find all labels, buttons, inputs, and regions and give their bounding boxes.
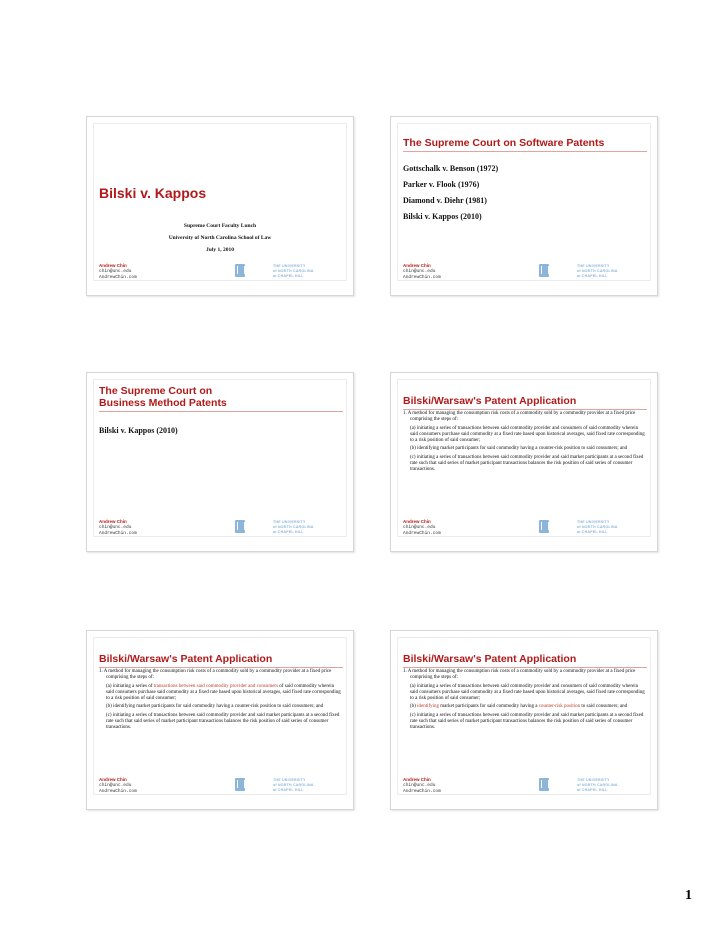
university-name: THE UNIVERSITY of NORTH CAROLINA at CHAPEL HILL [273,264,314,278]
slide-footer [403,263,647,285]
author-site: AndrewChin.com [99,531,137,536]
author-site: AndrewChin.com [403,275,441,280]
case-item: Bilski v. Kappos (2010) [99,426,178,435]
highlight-text: transactions between said commodity provider and consumers [153,683,279,689]
claim-intro: 1. A method for managing the consumption risk costs of a commodity sold by a commodity provider at a fixed price comprising the steps of: [403,669,636,681]
highlight-text: counter-risk position [538,704,581,710]
author-email: chin@unc.edu [403,525,436,530]
claim-step-a: (a) initiating a series of transactions between said commodity provider and consumers of said commodity wherein said consumers purchase said commodity at a fixed rate based upon historical averages, said fixed rate corresponding to a risk position of said consumer; [410,425,645,443]
case-item: Gottschalk v. Benson (1972) [403,164,499,173]
slide-footer [99,777,343,799]
author-name: Andrew Chin [403,519,431,524]
claim-step-b: (b) identifying market participants for said commodity having a counter-risk position to said consumers; and [410,446,628,452]
slide-bottom-bar [93,540,347,548]
slide-footer [403,777,647,799]
claim-intro: 1. A method for managing the consumption risk costs of a commodity sold by a commodity provider at a fixed price comprising the steps of: [99,669,332,681]
slide-bottom-bar [93,798,347,806]
author-name: Andrew Chin [403,777,431,782]
case-item: Bilski v. Kappos (2010) [403,212,482,221]
claim-step-a: (a) initiating a series of transactions between said commodity provider and consumers of said commodity wherein said consumers purchase said commodity at a fixed rate based upon historical averages, said fixed rate corresponding to a risk position of said consumer; [106,683,341,701]
case-item: Parker v. Flook (1976) [403,180,480,189]
author-name: Andrew Chin [99,263,127,268]
slide-bottom-bar [397,284,651,292]
slide-title: Bilski/Warsaw's Patent Application [403,653,647,668]
slide-bottom-bar [397,540,651,548]
author-site: AndrewChin.com [403,531,441,536]
slide-title: The Supreme Court on Software Patents [403,137,647,152]
university-name: THE UNIVERSITY of NORTH CAROLINA at CHAPEL HILL [273,778,314,792]
author-email: chin@unc.edu [99,269,132,274]
case-list [403,161,498,225]
well-logo-icon [539,264,549,277]
author-email: chin@unc.edu [99,525,132,530]
slide-bottom-bar [93,284,347,292]
well-logo-icon [539,778,549,791]
patent-claim [403,411,645,476]
well-logo-icon [235,520,245,533]
well-logo-icon [235,778,245,791]
case-item: Diamond v. Diehr (1981) [403,196,487,205]
slide-title [99,385,343,412]
patent-claim [99,669,341,734]
slide-footer [403,519,647,541]
patent-claim [403,669,645,734]
slide-2 [390,116,658,296]
slide-subtitle: University of North Carolina School of Law [168,235,272,241]
slide-title-line: The Supreme Court on [99,385,213,397]
slide-subtitle: Supreme Court Faculty Lunch [183,223,257,229]
well-logo-icon [539,520,549,533]
slide-title-line: Business Method Patents [99,397,227,409]
claim-step-a: (a) initiating a series of transactions between said commodity provider and consumers of said commodity wherein said consumers purchase said commodity at a fixed rate based upon historical averages, said fixed rate corresponding to a risk position of said consumer; [410,683,645,701]
slide-title: Bilski/Warsaw's Patent Application [99,653,343,668]
slide-6 [390,630,658,810]
author-email: chin@unc.edu [403,269,436,274]
slide-bottom-bar [397,798,651,806]
author-name: Andrew Chin [99,777,127,782]
university-name: THE UNIVERSITY of NORTH CAROLINA at CHAPEL HILL [577,778,618,792]
slide-4 [390,372,658,552]
highlight-text: identifying [417,704,440,710]
author-site: AndrewChin.com [99,275,137,280]
university-name: THE UNIVERSITY of NORTH CAROLINA at CHAPEL HILL [273,520,314,534]
claim-step-b: (b) identifying market participants for said commodity having a counter-risk position to said consumers; and [106,704,324,710]
author-email: chin@unc.edu [99,783,132,788]
claim-step-c: (c) initiating a series of transactions between said commodity provider and said market participants at a second fixed rate such that said series of market participant transactions balances the risk position of said series of consumer transactions. [410,712,644,731]
well-logo-icon [235,264,245,277]
claim-step-c: (c) initiating a series of transactions between said commodity provider and said market participants at a second fixed rate such that said series of market participant transactions balances the risk position of said series of consumer transactions. [106,712,340,731]
university-name: THE UNIVERSITY of NORTH CAROLINA at CHAPEL HILL [577,520,618,534]
slide-footer [99,519,343,541]
page-number: 1 [685,888,692,903]
slide-1 [86,116,354,296]
university-name: THE UNIVERSITY of NORTH CAROLINA at CHAPEL HILL [577,264,618,278]
slide-footer [99,263,343,285]
claim-intro: 1. A method for managing the consumption risk costs of a commodity sold by a commodity provider at a fixed price comprising the steps of: [403,411,636,423]
slide-3 [86,372,354,552]
author-name: Andrew Chin [403,263,431,268]
slide-subtitle: July 1, 2010 [206,247,234,253]
claim-step-c: (c) initiating a series of transactions between said commodity provider and said market participants at a second fixed rate such that said series of market participant transactions balances the risk position of said series of consumer transactions. [410,454,644,473]
author-site: AndrewChin.com [99,789,137,794]
author-email: chin@unc.edu [403,783,436,788]
slide-5 [86,630,354,810]
slide-title: Bilski/Warsaw's Patent Application [403,395,647,410]
claim-step-b: (b) identifying market participants for said commodity having a counter-risk position to said consumers; and [410,704,628,710]
author-name: Andrew Chin [99,519,127,524]
author-site: AndrewChin.com [403,789,441,794]
slide-title: Bilski v. Kappos [99,185,207,201]
